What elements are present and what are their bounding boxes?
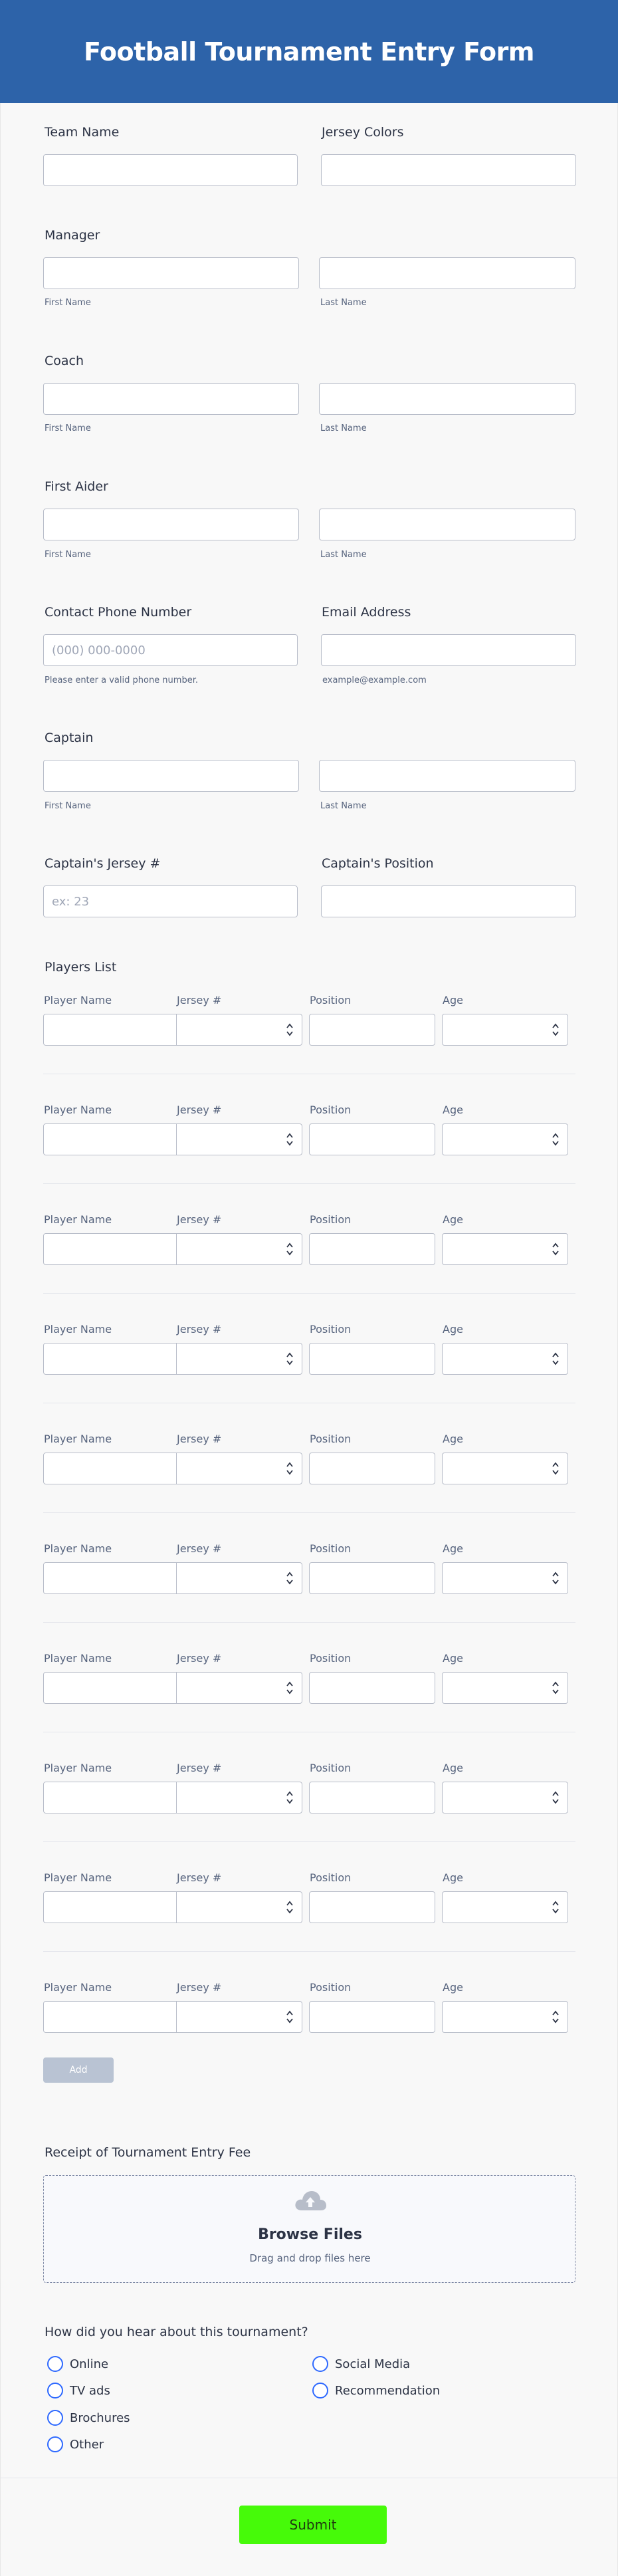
chevron-up-down-icon [286,1789,294,1806]
age-select[interactable] [442,1891,568,1923]
radio-button[interactable] [47,2356,63,2372]
submit-button[interactable]: Submit [239,2506,387,2544]
player-name-column-label: Player Name [44,1213,112,1226]
radio-option-other[interactable] [47,2436,104,2452]
position-input[interactable] [309,1891,435,1923]
age-column-label: Age [443,1104,463,1116]
chevron-up-down-icon [286,2008,294,2026]
position-column-label: Position [310,1871,352,1884]
coach-last-input[interactable] [319,383,575,415]
chevron-up-down-icon [552,1240,560,1258]
radio-button[interactable] [312,2356,328,2372]
player-name-column-label: Player Name [44,1981,112,1994]
age-column-label: Age [443,1433,463,1445]
coach-first-input[interactable] [43,383,299,415]
manager-label: Manager [45,228,100,243]
manager-first-sublabel: First Name [45,298,91,308]
email-input[interactable] [321,634,576,666]
age-column-label: Age [443,1871,463,1884]
radio-option-brochures[interactable] [47,2410,130,2426]
row-divider [43,1183,575,1184]
jersey-select[interactable] [176,1782,302,1814]
manager-last-input[interactable] [319,257,575,289]
manager-last-sublabel: Last Name [320,298,367,308]
jersey-colors-label: Jersey Colors [322,125,404,140]
row-divider [43,1512,575,1513]
position-column-label: Position [310,1981,352,1994]
position-input[interactable] [309,1672,435,1704]
age-column-label: Age [443,1981,463,1994]
chevron-up-down-icon [286,1679,294,1697]
captain-jersey-label: Captain's Jersey # [45,856,161,871]
captain-last-input[interactable] [319,760,575,792]
jersey-column-label: Jersey # [177,1433,222,1445]
captain-last-sublabel: Last Name [320,801,367,811]
chevron-up-down-icon [552,1350,560,1367]
first-aider-last-input[interactable] [319,509,575,540]
drag-drop-text: Drag and drop files here [249,2252,371,2264]
jersey-column-label: Jersey # [177,1213,222,1226]
position-column-label: Position [310,1433,352,1445]
player-name-input[interactable] [43,1672,177,1704]
age-select[interactable] [442,1233,568,1265]
age-select[interactable] [442,1014,568,1046]
email-label: Email Address [322,605,411,620]
first-aider-first-sublabel: First Name [45,550,91,560]
jersey-select[interactable] [176,1233,302,1265]
jersey-select[interactable] [176,1343,302,1375]
age-column-label: Age [443,1542,463,1555]
player-name-input[interactable] [43,1562,177,1594]
first-aider-last-sublabel: Last Name [320,550,367,560]
player-name-column-label: Player Name [44,1542,112,1555]
jersey-select[interactable] [176,1014,302,1046]
player-name-input[interactable] [43,1453,177,1484]
jersey-select[interactable] [176,2001,302,2033]
jersey-column-label: Jersey # [177,1652,222,1665]
coach-first-sublabel: First Name [45,423,91,433]
captain-first-sublabel: First Name [45,801,91,811]
chevron-up-down-icon [286,1350,294,1367]
position-input[interactable] [309,1453,435,1484]
phone-input[interactable] [43,634,298,666]
form-body [0,103,618,2576]
phone-help: Please enter a valid phone number. [45,675,198,685]
chevron-up-down-icon [552,1570,560,1587]
phone-label: Contact Phone Number [45,605,192,620]
jersey-column-label: Jersey # [177,1323,222,1336]
age-column-label: Age [443,1323,463,1336]
chevron-up-down-icon [286,1021,294,1038]
team-name-label: Team Name [45,125,120,140]
jersey-column-label: Jersey # [177,1762,222,1774]
captain-label: Captain [45,731,94,745]
jersey-column-label: Jersey # [177,994,222,1006]
radio-option-social-media[interactable] [312,2356,410,2372]
cloud-upload-icon [294,2189,327,2212]
chevron-up-down-icon [552,2008,560,2026]
radio-button[interactable] [47,2410,63,2426]
captain-position-label: Captain's Position [322,856,434,871]
players-list-label: Players List [45,960,117,975]
position-input[interactable] [309,1782,435,1814]
form-header [0,0,618,103]
player-name-input[interactable] [43,1123,177,1155]
chevron-up-down-icon [286,1131,294,1148]
jersey-column-label: Jersey # [177,1104,222,1116]
email-help: example@example.com [322,675,427,685]
row-divider [43,1622,575,1623]
radio-button[interactable] [312,2383,328,2399]
radio-label: Recommendation [335,2383,441,2398]
radio-label: TV ads [70,2383,110,2398]
first-aider-label: First Aider [45,479,108,494]
position-input[interactable] [309,1233,435,1265]
form-title: Football Tournament Entry Form [84,37,534,66]
jersey-select[interactable] [176,1672,302,1704]
row-divider [43,1951,575,1952]
age-column-label: Age [443,1213,463,1226]
chevron-up-down-icon [286,1460,294,1477]
chevron-up-down-icon [552,1899,560,1916]
chevron-up-down-icon [552,1679,560,1697]
coach-last-sublabel: Last Name [320,423,367,433]
player-name-column-label: Player Name [44,1323,112,1336]
chevron-up-down-icon [552,1460,560,1477]
radio-label: Other [70,2437,104,2452]
position-column-label: Position [310,1104,352,1116]
jersey-select[interactable] [176,1562,302,1594]
captain-jersey-input[interactable] [43,885,298,917]
team-name-input[interactable] [43,154,298,186]
position-input[interactable] [309,2001,435,2033]
add-player-button[interactable]: Add [43,2057,114,2083]
position-input[interactable] [309,1562,435,1594]
browse-files-text[interactable]: Browse Files [258,2226,362,2243]
player-name-input[interactable] [43,2001,177,2033]
age-select[interactable] [442,1562,568,1594]
age-column-label: Age [443,1652,463,1665]
player-name-input[interactable] [43,1233,177,1265]
first-aider-first-input[interactable] [43,509,299,540]
player-name-column-label: Player Name [44,1433,112,1445]
captain-position-input[interactable] [321,885,576,917]
player-name-column-label: Player Name [44,1652,112,1665]
radio-button[interactable] [47,2383,63,2399]
age-select[interactable] [442,1343,568,1375]
radio-label: Brochures [70,2410,130,2425]
radio-option-online[interactable] [47,2356,108,2372]
position-column-label: Position [310,1323,352,1336]
receipt-label: Receipt of Tournament Entry Fee [45,2145,251,2160]
position-column-label: Position [310,1652,352,1665]
radio-option-recommendation[interactable] [312,2383,440,2399]
position-input[interactable] [309,1014,435,1046]
player-name-column-label: Player Name [44,1104,112,1116]
age-column-label: Age [443,994,463,1006]
age-select[interactable] [442,2001,568,2033]
jersey-colors-input[interactable] [321,154,576,186]
player-name-input[interactable] [43,1782,177,1814]
position-column-label: Position [310,1762,352,1774]
player-name-column-label: Player Name [44,1762,112,1774]
radio-option-tv-ads[interactable] [47,2383,110,2399]
position-column-label: Position [310,994,352,1006]
chevron-up-down-icon [552,1021,560,1038]
file-dropzone[interactable] [43,2175,575,2283]
chevron-up-down-icon [552,1131,560,1148]
radio-label: Online [70,2357,109,2371]
manager-first-input[interactable] [43,257,299,289]
position-input[interactable] [309,1343,435,1375]
jersey-column-label: Jersey # [177,1871,222,1884]
jersey-select[interactable] [176,1123,302,1155]
age-select[interactable] [442,1453,568,1484]
player-name-input[interactable] [43,1891,177,1923]
row-divider [43,1841,575,1842]
player-name-input[interactable] [43,1343,177,1375]
position-input[interactable] [309,1123,435,1155]
chevron-up-down-icon [286,1570,294,1587]
radio-button[interactable] [47,2436,63,2452]
player-name-column-label: Player Name [44,994,112,1006]
coach-label: Coach [45,354,84,368]
chevron-up-down-icon [552,1789,560,1806]
chevron-up-down-icon [286,1240,294,1258]
jersey-column-label: Jersey # [177,1981,222,1994]
captain-first-input[interactable] [43,760,299,792]
age-select[interactable] [442,1123,568,1155]
age-select[interactable] [442,1782,568,1814]
jersey-select[interactable] [176,1453,302,1484]
player-name-input[interactable] [43,1014,177,1046]
jersey-select[interactable] [176,1891,302,1923]
row-divider [43,1293,575,1294]
chevron-up-down-icon [286,1899,294,1916]
position-column-label: Position [310,1542,352,1555]
hear-about-label: How did you hear about this tournament? [45,2325,308,2339]
age-column-label: Age [443,1762,463,1774]
radio-label: Social Media [335,2357,411,2371]
age-select[interactable] [442,1672,568,1704]
player-name-column-label: Player Name [44,1871,112,1884]
jersey-column-label: Jersey # [177,1542,222,1555]
position-column-label: Position [310,1213,352,1226]
